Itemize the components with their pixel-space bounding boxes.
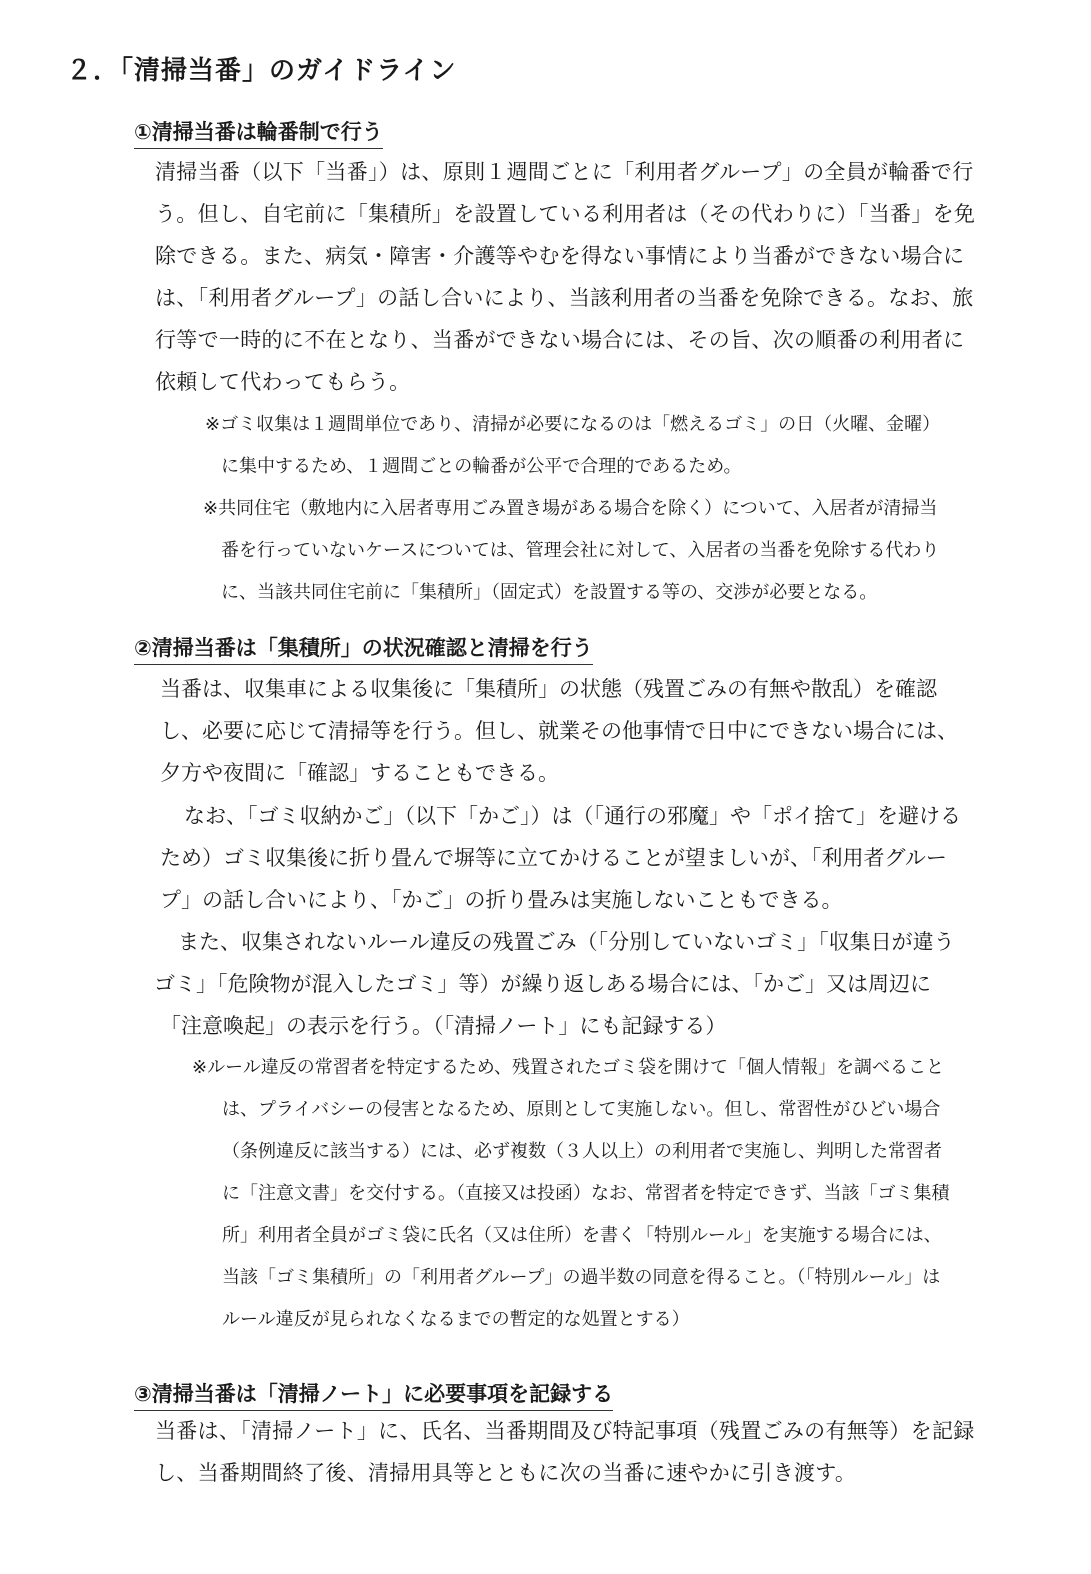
text-line: 清掃当番（以下「当番」）は、原則１週間ごとに「利用者グループ」の全員が輪番で行 bbox=[155, 160, 974, 184]
text-line: 当番は、「清掃ノート」に、氏名、当番期間及び特記事項（残置ごみの有無等）を記録 bbox=[155, 1419, 975, 1443]
section2-para-2 bbox=[160, 795, 961, 921]
text-line: は、プライバシーの侵害となるため、原則として実施しない。但し、常習性がひどい場合 bbox=[222, 1099, 941, 1120]
text-line: （条例違反に該当する）には、必ず複数（３人以上）の利用者で実施し、判明した常習者 bbox=[222, 1141, 942, 1162]
section2-note-1 bbox=[192, 1047, 950, 1341]
text-line: ルール違反が見られなくなるまでの暫定的な処置とする） bbox=[222, 1309, 690, 1330]
text-line: ※ゴミ収集は１週間単位であり、清掃が必要になるのは「燃えるゴミ」の日（火曜、金曜） bbox=[205, 414, 941, 435]
text-line: に集中するため、１週間ごとの輪番が公平で合理的であるため。 bbox=[221, 456, 742, 477]
text-line: 当該「ゴミ集積所」の「利用者グループ」の過半数の同意を得ること。（「特別ルール」は bbox=[222, 1267, 941, 1288]
text-line: に、当該共同住宅前に「集積所」（固定式）を設置する等の、交渉が必要となる。 bbox=[221, 582, 878, 603]
section2-para-1 bbox=[160, 668, 958, 794]
section1-note-2 bbox=[203, 488, 939, 614]
text-line: し、必要に応じて清掃等を行う。但し、就業その他事情で日中にできない場合には、 bbox=[160, 719, 958, 743]
text-line: 除できる。また、病気・障害・介護等やむを得ない事情により当番ができない場合に bbox=[155, 244, 965, 268]
text-line: は、「利用者グループ」の話し合いにより、当該利用者の当番を免除できる。なお、旅 bbox=[155, 286, 974, 310]
text-line: プ」の話し合いにより、「かご」の折り畳みは実施しないこともできる。 bbox=[160, 888, 843, 912]
section2-para-3 bbox=[154, 921, 955, 1047]
text-line: 当番は、収集車による収集後に「集積所」の状態（残置ごみの有無や散乱）を確認 bbox=[160, 677, 937, 701]
text-line: 「注意喚起」の表示を行う。（「清掃ノート」にも記録する） bbox=[160, 1014, 727, 1038]
section2-heading: ②清掃当番は「集積所」の状況確認と清掃を行う bbox=[134, 632, 593, 665]
text-line: ゴミ」「危険物が混入したゴミ」等）が繰り返しある場合には、「かご」又は周辺に bbox=[154, 972, 931, 996]
section1-body bbox=[155, 151, 975, 403]
text-line: ※共同住宅（敷地内に入居者専用ごみ置き場がある場合を除く）について、入居者が清掃当 bbox=[203, 498, 938, 519]
text-line: 番を行っていないケースについては、管理会社に対して、入居者の当番を免除する代わり bbox=[221, 540, 940, 561]
document-title: ２．「清掃当番」のガイドライン bbox=[66, 56, 457, 86]
section3-body bbox=[155, 1410, 975, 1494]
section1-note-1 bbox=[205, 404, 940, 488]
text-line: なお、「ゴミ収納かご」（以下「かご」）は（「通行の邪魔」や「ポイ捨て」を避ける bbox=[184, 804, 961, 828]
text-line: 夕方や夜間に「確認」することもできる。 bbox=[160, 761, 559, 785]
text-line: ため）ゴミ収集後に折り畳んで塀等に立てかけることが望ましいが、「利用者グルー bbox=[160, 846, 947, 870]
text-line: に「注意文書」を交付する。（直接又は投函）なお、常習者を特定できず、当該「ゴミ集積 bbox=[222, 1183, 950, 1204]
text-line: 所」利用者全員がゴミ袋に氏名（又は住所）を書く「特別ルール」を実施する場合には、 bbox=[222, 1225, 942, 1246]
text-line: 依頼して代わってもらう。 bbox=[155, 370, 411, 394]
text-line: また、収集されないルール違反の残置ごみ（「分別していないゴミ」「収集日が違う bbox=[178, 930, 955, 954]
section3-heading: ③清掃当番は「清掃ノート」に必要事項を記録する bbox=[134, 1378, 613, 1411]
text-line: し、当番期間終了後、清掃用具等とともに次の当番に速やかに引き渡す。 bbox=[155, 1461, 857, 1485]
section1-heading: ①清掃当番は輪番制で行う bbox=[134, 116, 383, 149]
text-line: う。但し、自宅前に「集積所」を設置している利用者は（その代わりに）「当番」を免 bbox=[155, 202, 976, 226]
text-line: 行等で一時的に不在となり、当番ができない場合には、その旨、次の順番の利用者に bbox=[155, 328, 965, 352]
text-line: ※ルール違反の常習者を特定するため、残置されたゴミ袋を開けて「個人情報」を調べること bbox=[192, 1057, 944, 1078]
